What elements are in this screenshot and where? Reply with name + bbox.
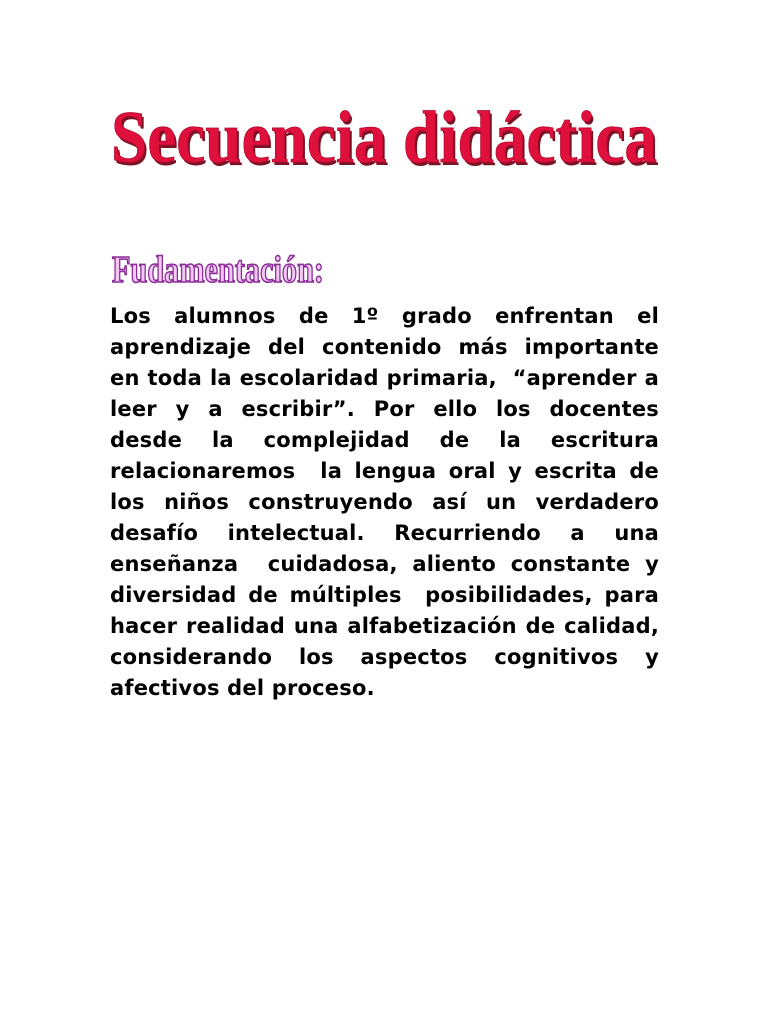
document-title: [108, 96, 660, 176]
heading-text: Fudamentación:: [112, 249, 324, 291]
title-wordart: [108, 96, 660, 176]
title-text: Secuencia didáctica: [111, 97, 657, 176]
body-paragraph: Los alumnos de 1º grado enfrentan el aprendizaje del contenido más importante en toda la escolaridad primaria, “aprender a leer y a escribir”. Por ello los docentes desde la complejidad de la escritura relacionaremos la lengua oral y escrita de los niños construyendo así un verdadero desafío intelectual. Recurriendo a una enseñanza cuidadosa, aliento constante y diversidad de múltiples posibilidades, para hacer realidad una alfabetización de calidad, considerando los aspectos cognitivos y afectivos del proceso.: [110, 304, 675, 700]
section-heading: [110, 246, 330, 292]
heading-wordart: [110, 246, 330, 292]
title-shadow: Secuencia didáctica: [113, 100, 659, 176]
